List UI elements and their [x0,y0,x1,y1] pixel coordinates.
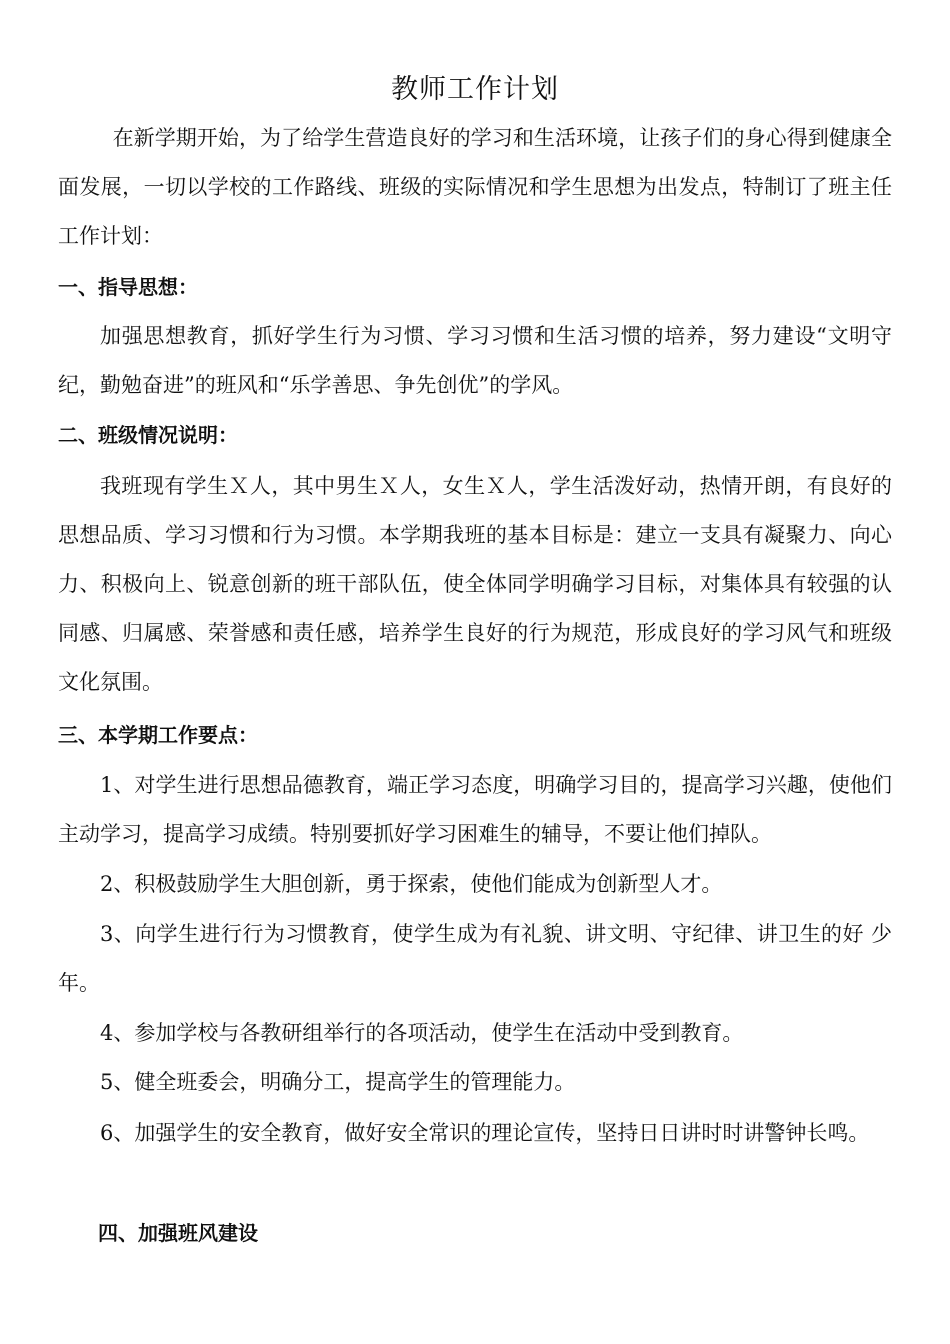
section-heading-work-points: 三、本学期工作要点： [58,723,258,747]
list-item: 1、对学生进行思想品德教育，端正学习态度，明确学习目的，提高学习兴趣，使他们主动学习，提高学习成绩。特别要抓好学习困难生的辅导，不要让他们掉队。 [58,773,892,846]
section-paragraph: 加强思想教育，抓好学生行为习惯、学习习惯和生活习惯的培养，努力建设“文明守纪，勤勉奋进”的班风和“乐学善思、争先创优”的学风。 [58,324,892,397]
list-item: 5、健全班委会，明确分工，提高学生的管理能力。 [100,1070,576,1094]
list-item: 2、积极鼓励学生大胆创新，勇于探索，使他们能成为创新型人才。 [100,872,723,896]
list-item: 4、参加学校与各教研组举行的各项活动，使学生在活动中受到教育。 [100,1021,744,1045]
list-item: 6、加强学生的安全教育，做好安全常识的理论宣传，坚持日日讲时时讲警钟长鸣。 [100,1121,870,1145]
document-title: 教师工作计划 [391,74,559,105]
section-heading-class-style: 四、加强班风建设 [98,1221,258,1245]
section-heading-class-situation: 二、班级情况说明： [58,423,238,447]
section-heading-guiding-thought: 一、指导思想： [58,275,198,299]
intro-paragraph: 在新学期开始，为了给学生营造良好的学习和生活环境，让孩子们的身心得到健康全面发展，一切以学校的工作路线、班级的实际情况和学生思想为出发点，特制订了班主任工作计划： [58,126,892,248]
section-paragraph: 我班现有学生Ｘ人，其中男生Ｘ人，女生Ｘ人，学生活泼好动，热情开朗，有良好的思想品质、学习习惯和行为习惯。本学期我班的基本目标是：建立一支具有凝聚力、向心力、积极向上、锐意创新的班干部队伍，使全体同学明确学习目标，对集体具有较强的认同感、归属感、荣誉感和责任感，培养学生良好的行为规范，形成良好的学习风气和班级文化氛围。 [58,474,892,694]
list-item: 3、向学生进行行为习惯教育，使学生成为有礼貌、讲文明、守纪律、讲卫生的好 少年。 [58,922,892,995]
